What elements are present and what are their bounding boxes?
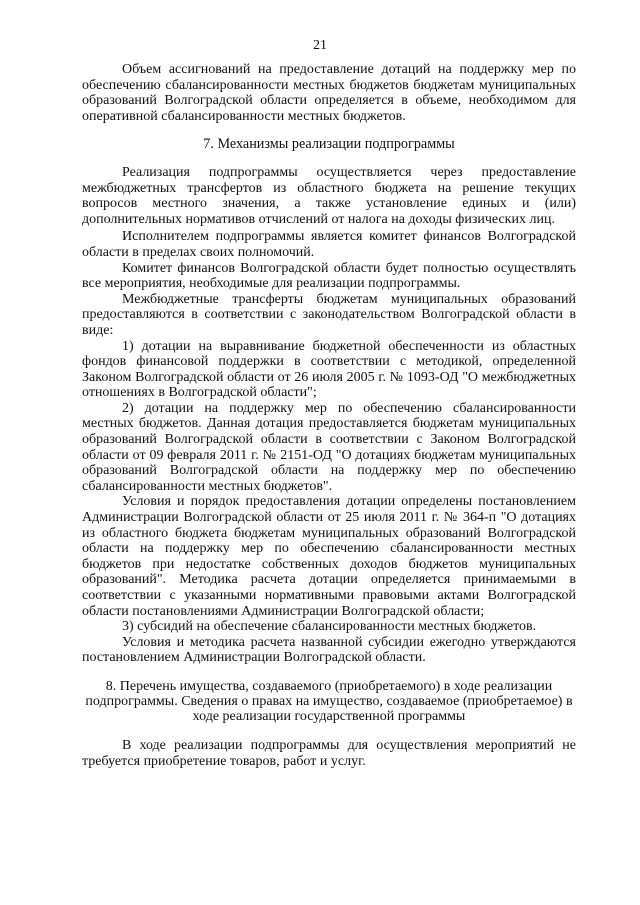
- paragraph-committee: Комитет финансов Волгоградской области будет полностью осуществлять все мероприятия, необходимые для реализации подпрограммы.: [82, 260, 576, 292]
- paragraph-subsidy: Условия и методика расчета названной субсидии ежегодно утверждаются постановлением Администрации Волгоградской области.: [82, 634, 576, 666]
- list-item-3: 3) субсидий на обеспечение сбалансированности местных бюджетов.: [122, 619, 537, 635]
- page-number: 21: [313, 38, 327, 53]
- paragraph-implementation: Реализация подпрограммы осуществляется через предоставление межбюджетных трансфертов из областного бюджета на решение текущих вопросов местного значения, а также установление единых и (или) дополнительных нормативов отчислений от налога на доходы физических лиц.: [82, 164, 576, 227]
- section-7-title: 7. Механизмы реализации подпрограммы: [203, 136, 455, 153]
- list-item-1: 1) дотации на выравнивание бюджетной обеспеченности из областных фондов финансовой поддержки в соответствии с методикой, определенной Законом Волгоградской области от 26 июля 2005 г. № 1093-ОД "О межбюджетных отношениях в Волгоградской области";: [82, 338, 576, 401]
- document-body: [82, 62, 576, 770]
- paragraph-no-purchase: В ходе реализации подпрограммы для осуществления мероприятий не требуется приобретение товаров, работ и услуг.: [82, 738, 576, 769]
- paragraph-transfers: Межбюджетные трансферты бюджетам муниципальных образований предоставляются в соответствии с законодательством Волгоградской области в виде:: [82, 291, 576, 338]
- list-item-2: 2) дотации на поддержку мер по обеспечению сбалансированности местных бюджетов. Данная дотация предоставляется бюджетам муниципальных образований Волгоградской области в соответствии с Законом Волгоградской области от 09 февраля 2011 г. № 2151-ОД "О дотациях бюджетам муниципальных образований Волгоградской области на поддержку мер по обеспечению сбалансированности местных бюджетов".: [82, 400, 576, 494]
- paragraph-executor: Исполнителем подпрограммы является комитет финансов Волгоградской области в пределах своих полномочий.: [82, 229, 576, 260]
- paragraph-conditions: Условия и порядок предоставления дотации определены постановлением Администрации Волгоградской области от 25 июля 2011 г. № 364-п "О дотациях из областного бюджета бюджетам муниципальных образований Волгоградской области на поддержку мер по обеспечению сбалансированности местных бюджетов при недостатке собственных доходов бюджетов муниципальных образований". Методика расчета дотации определяется принимаемыми в соответствии с указанными нормативными правовыми актами Волгоградской области постановлениями Администрации Волгоградской области;: [82, 494, 576, 619]
- section-8-title: 8. Перечень имущества, создаваемого (приобретаемого) в ходе реализации подпрограммы. Сведения о правах на имущество, создаваемое (приобретаемое) в ходе реализации государственной программы: [85, 678, 573, 724]
- paragraph-funding: Объем ассигнований на предоставление дотаций на поддержку мер по обеспечению сбалансированности местных бюджетов бюджетам муниципальных образований Волгоградской области определяется в объеме, необходимом для оперативной сбалансированности местных бюджетов.: [82, 62, 576, 124]
